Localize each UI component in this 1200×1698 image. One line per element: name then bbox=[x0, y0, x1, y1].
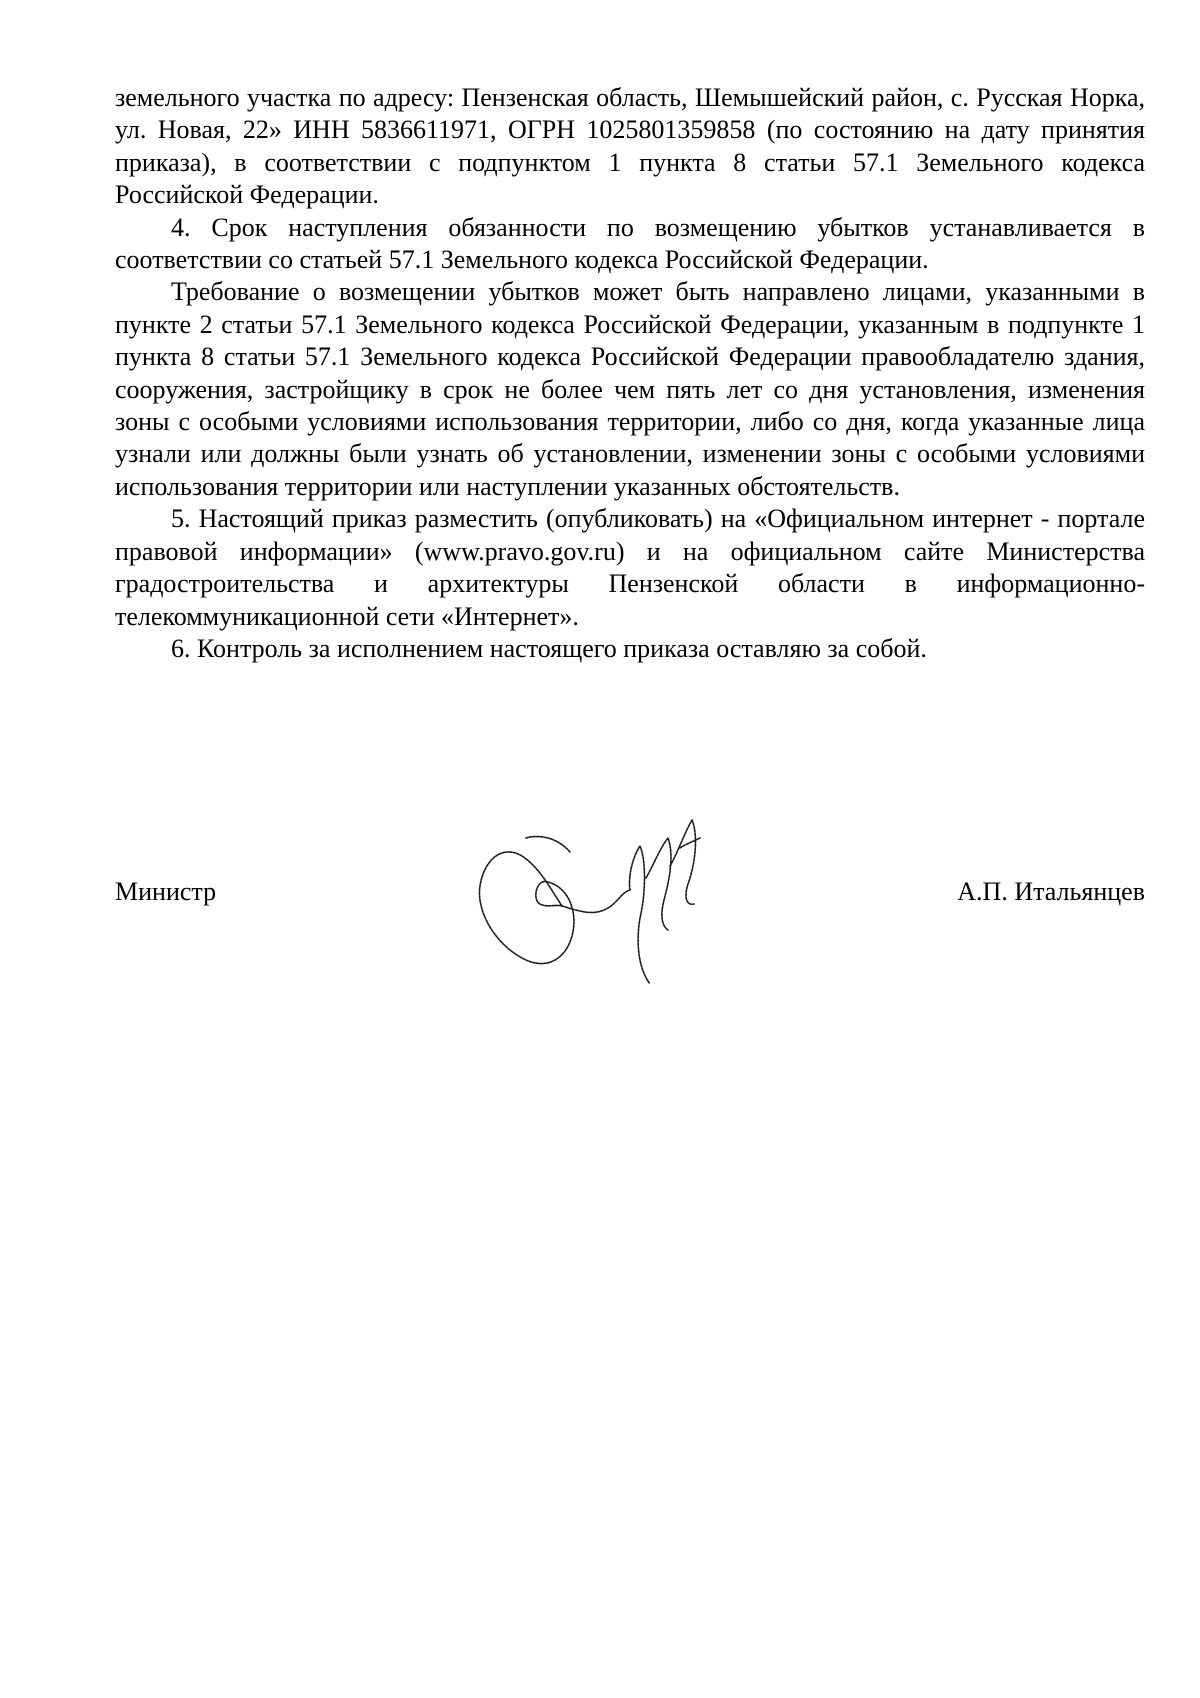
paragraph-continuation: земельного участка по адресу: Пензенская область, Шемышейский район, с. Русская Норка, ул. Новая, 22» ИНН 5836611971, ОГРН 1025801359858 (по состоянию на дату принятия приказа), в соответствии с подпунктом 1 пункта 8 статьи 57.1 Земельного кодекса Российской Федерации. bbox=[115, 83, 1145, 210]
paragraph-item-5: 5. Настоящий приказ разместить (опубликовать) на «Официальном интернет - портале правовой информации» (www.pravo.gov.ru) и на официальном сайте Министерства градостроительства и архитектуры Пензенской области в информационно-телекоммуникационной сети «Интернет». bbox=[115, 504, 1145, 631]
document-body bbox=[115, 82, 1145, 665]
handwritten-signature bbox=[470, 808, 740, 988]
paragraph-item-6: 6. Контроль за исполнением настоящего приказа оставляю за собой. bbox=[171, 633, 927, 663]
position-title: Министр bbox=[115, 877, 217, 906]
paragraph-item-4: 4. Срок наступления обязанности по возмещению убытков устанавливается в соответствии со статьей 57.1 Земельного кодекса Российской Федерации. bbox=[115, 212, 1145, 275]
paragraph-compensation-claim: Требование о возмещении убытков может быть направлено лицами, указанными в пункте 2 статьи 57.1 Земельного кодекса Российской Федерации, указанным в подпункте 1 пункта 8 статьи 57.1 Земельного кодекса Российской Федерации правообладателю здания, сооружения, застройщику в срок не более чем пять лет со дня установления, изменения зоны с особыми условиями использования территории, либо со дня, когда указанные лица узнали или должны были узнать об установлении, изменении зоны с особыми условиями использования территории или наступлении указанных обстоятельств. bbox=[115, 277, 1145, 501]
signatory-name: А.П. Итальянцев bbox=[957, 877, 1145, 906]
